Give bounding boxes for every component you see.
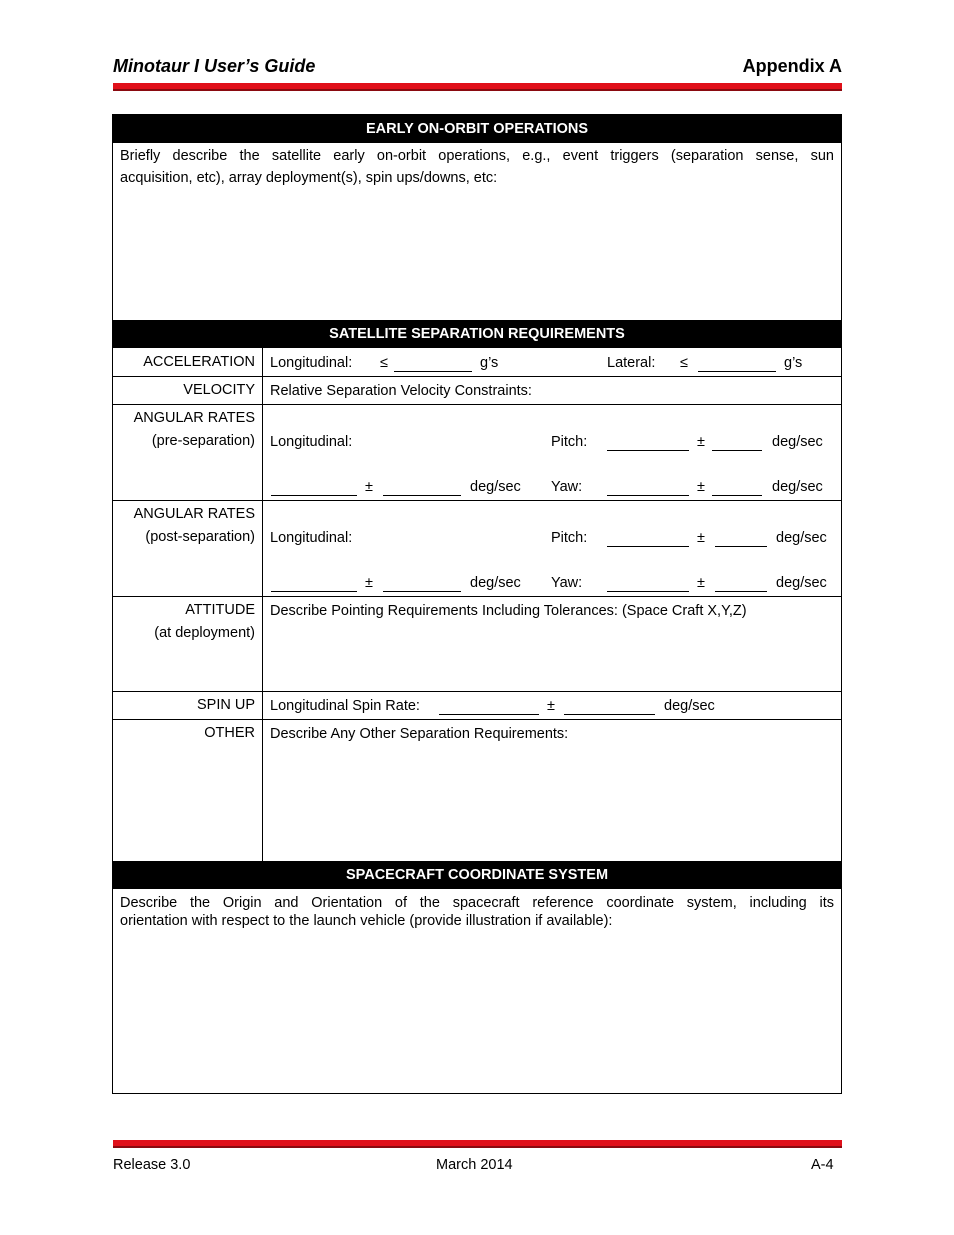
post-long-field[interactable] [271, 591, 357, 592]
other-label: OTHER [204, 725, 255, 741]
requirements-form [112, 114, 842, 1094]
yaw-label: Yaw: [551, 575, 583, 591]
unit-label: deg/sec [776, 530, 827, 546]
acceleration-long-label: Longitudinal: [270, 355, 353, 371]
row-divider [113, 404, 841, 405]
header-rule [113, 83, 842, 91]
pm-symbol: ± [697, 575, 705, 591]
attitude-label: ATTITUDE [185, 602, 255, 618]
pm-symbol: ± [697, 530, 705, 546]
unit-label: deg/sec [772, 479, 823, 495]
pre-long-tol-field[interactable] [383, 495, 461, 496]
separation-heading: SATELLITE SEPARATION REQUIREMENTS [113, 320, 841, 348]
post-pitch-field[interactable] [607, 546, 689, 547]
angular-post-label: ANGULAR RATES [133, 506, 255, 522]
row-divider [113, 596, 841, 597]
unit-label: g’s [784, 355, 803, 371]
pm-symbol: ± [547, 698, 555, 714]
angular-pre-label: ANGULAR RATES [133, 410, 255, 426]
early-ops-prompt-line1: Briefly describe the satellite early on-orbit operations, e.g., event triggers (separation sense, sun [120, 148, 834, 164]
document-title: Minotaur I User’s Guide [113, 56, 316, 76]
velocity-text: Relative Separation Velocity Constraints: [270, 383, 532, 399]
release-label: Release 3.0 [113, 1157, 191, 1173]
row-divider [113, 719, 841, 720]
row-divider [113, 376, 841, 377]
angular-post-sublabel: (post-separation) [145, 529, 255, 545]
spin-rate-field[interactable] [439, 714, 539, 715]
post-long-tol-field[interactable] [383, 591, 461, 592]
page-number: A-4 [811, 1157, 834, 1173]
pm-symbol: ± [697, 434, 705, 450]
pitch-label: Pitch: [551, 530, 588, 546]
post-pitch-tol-field[interactable] [715, 546, 767, 547]
pitch-label: Pitch: [551, 434, 588, 450]
pre-yaw-tol-field[interactable] [712, 495, 762, 496]
spin-up-label: SPIN UP [196, 697, 255, 713]
early-ops-prompt-line2: acquisition, etc), array deployment(s), spin ups/downs, etc: [120, 170, 498, 186]
date-label: March 2014 [436, 1157, 513, 1173]
column-divider [262, 348, 263, 861]
appendix-label: Appendix A [742, 56, 842, 76]
post-yaw-field[interactable] [607, 591, 689, 592]
coord-prompt-line2: orientation with respect to the launch vehicle (provide illustration if available): [120, 913, 613, 929]
yaw-label: Yaw: [551, 479, 583, 495]
unit-label: deg/sec [470, 575, 521, 591]
pm-symbol: ± [365, 479, 373, 495]
post-yaw-tol-field[interactable] [715, 591, 767, 592]
pre-pitch-tol-field[interactable] [712, 450, 762, 451]
coord-heading: SPACECRAFT COORDINATE SYSTEM [113, 861, 841, 889]
spin-rate-tol-field[interactable] [564, 714, 655, 715]
le-symbol: ≤ [680, 355, 688, 371]
attitude-text: Describe Pointing Requirements Including Tolerances: (Space Craft X,Y,Z) [270, 603, 747, 619]
unit-label: deg/sec [772, 434, 823, 450]
velocity-label: VELOCITY [183, 382, 255, 398]
pre-long-field[interactable] [271, 495, 357, 496]
acceleration-lat-field[interactable] [698, 371, 776, 372]
acceleration-lat-label: Lateral: [607, 355, 656, 371]
unit-label: deg/sec [776, 575, 827, 591]
angular-pre-sublabel: (pre-separation) [151, 433, 255, 449]
pm-symbol: ± [697, 479, 705, 495]
acceleration-label: ACCELERATION [143, 354, 255, 370]
le-symbol: ≤ [380, 355, 388, 371]
pre-yaw-field[interactable] [607, 495, 689, 496]
angular-long-label: Longitudinal: [270, 434, 353, 450]
unit-label: deg/sec [664, 698, 715, 714]
spin-rate-label: Longitudinal Spin Rate: [270, 698, 420, 714]
pre-pitch-field[interactable] [607, 450, 689, 451]
row-divider [113, 691, 841, 692]
acceleration-long-field[interactable] [394, 371, 472, 372]
coord-prompt-line1: Describe the Origin and Orientation of the spacecraft reference coordinate system, including its [120, 895, 834, 911]
other-text: Describe Any Other Separation Requirements: [270, 726, 569, 742]
unit-label: g’s [480, 355, 499, 371]
row-divider [113, 500, 841, 501]
footer-rule [113, 1140, 842, 1148]
pm-symbol: ± [365, 575, 373, 591]
angular-long-label: Longitudinal: [270, 530, 353, 546]
unit-label: deg/sec [470, 479, 521, 495]
attitude-sublabel: (at deployment) [154, 625, 255, 641]
early-ops-heading: EARLY ON-ORBIT OPERATIONS [113, 115, 841, 143]
